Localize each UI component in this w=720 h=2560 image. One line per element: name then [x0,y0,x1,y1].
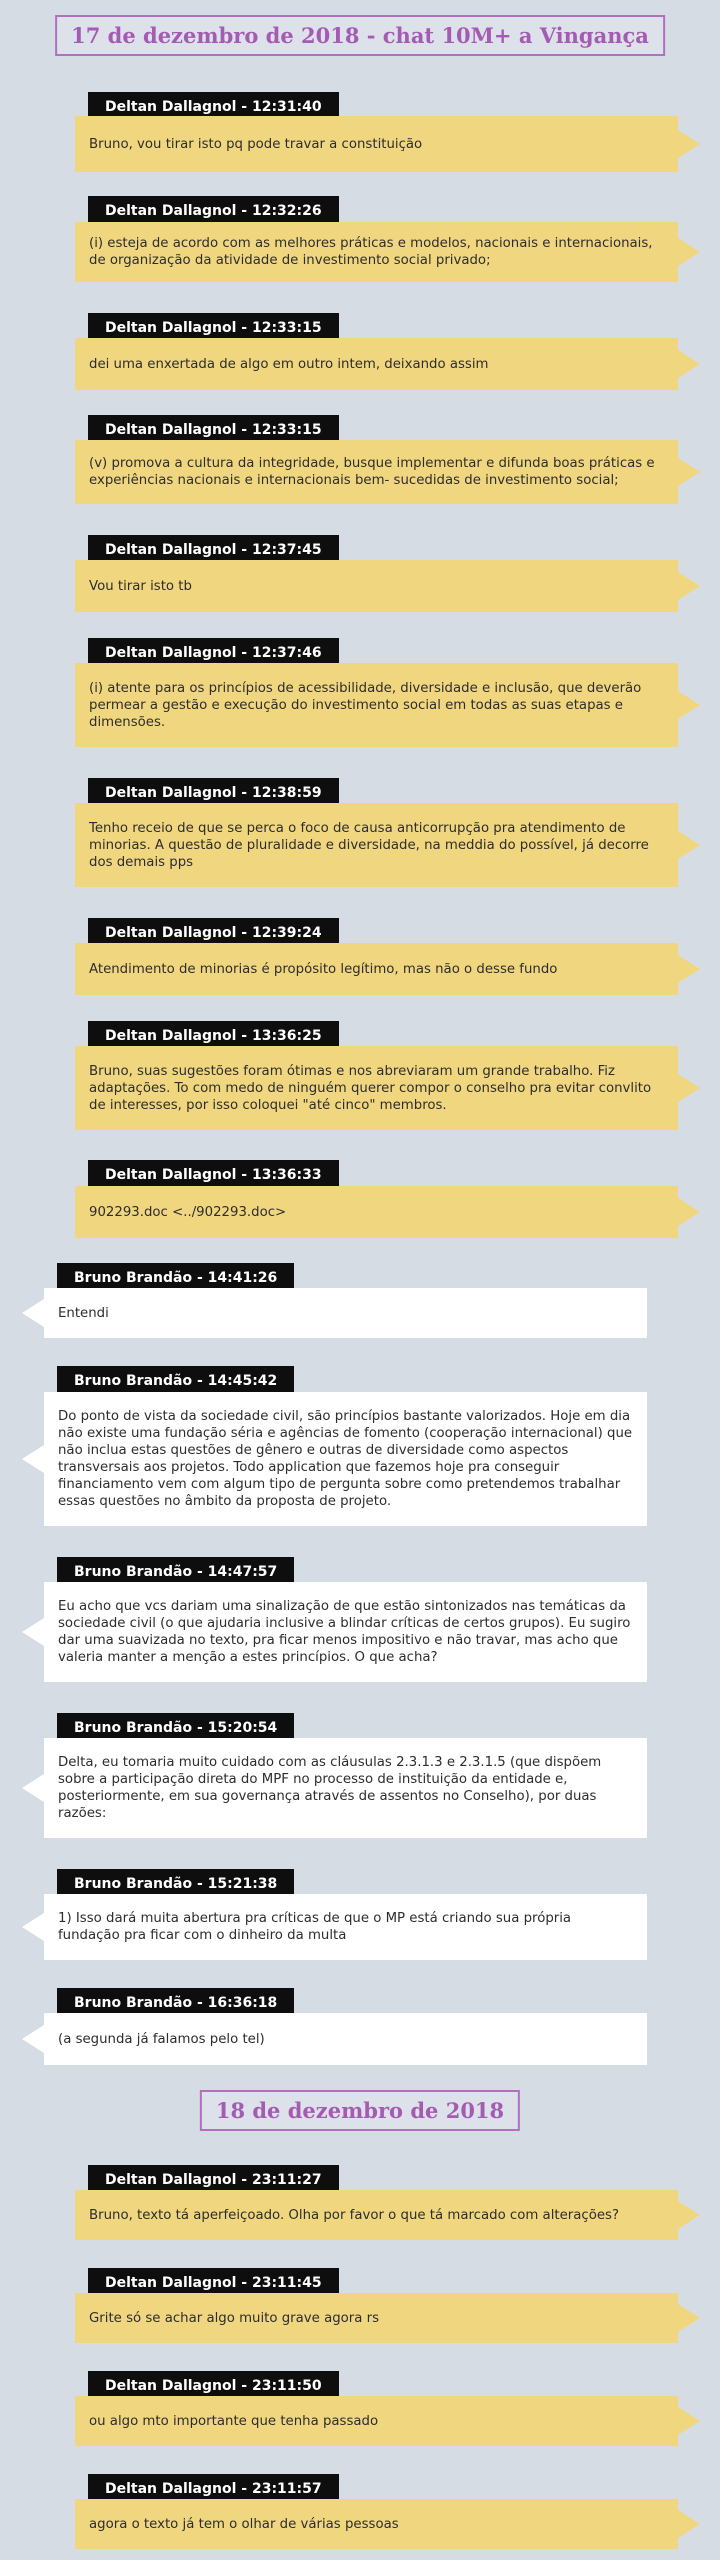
message-header: Deltan Dallagnol - 12:39:24 [88,918,339,948]
message-text: 902293.doc <../902293.doc> [89,1204,287,1220]
message-header: Deltan Dallagnol - 12:33:15 [88,415,339,445]
message-text: Entendi [58,1305,109,1321]
message-text: (a segunda já falamos pelo tel) [58,2031,265,2047]
message-text: Bruno, suas sugestões foram ótimas e nos abreviaram um grande trabalho. Fiz adaptações. To com medo de ninguém querer compor o conselho pra evitar convlito de interesses, por isso coloquei "até cinco" membros. [89,1063,652,1113]
message-bubble [75,2190,678,2240]
message-text: Atendimento de minorias é propósito legítimo, mas não o desse fundo [89,961,558,977]
message-bubble [75,2293,678,2343]
message-text: 1) Isso dará muita abertura pra críticas de que o MP está criando sua própria fundação pra ficar com o dinheiro da multa [58,1911,572,1943]
message-text: (i) esteja de acordo com as melhores práticas e modelos, nacionais e internacionais, de organização da atividade de investimento social privado; [89,236,653,268]
message-bubble [44,1582,647,1682]
message-bubble [44,1288,647,1338]
message-header: Bruno Brandão - 15:21:38 [57,1869,294,1899]
message-text: Tenho receio de que se perca o foco de causa anticorrupção pra atendimento de minorias. A questão de pluralidade e diversidade, na meddia do possível, já decorre dos demais pps [89,820,649,870]
message-bubble [75,1046,678,1130]
message-header: Deltan Dallagnol - 23:11:50 [88,2371,339,2401]
date-header-dec-17: 17 de dezembro de 2018 - chat 10M+ a Vingança [55,15,665,56]
message-header: Deltan Dallagnol - 12:37:46 [88,638,339,668]
message-bubble [75,2499,678,2549]
message-text: Bruno, vou tirar isto pq pode travar a constituição [89,136,423,152]
message-text: dei uma enxertada de algo em outro intem, deixando assim [89,356,489,372]
message-text: (i) atente para os princípios de acessibilidade, diversidade e inclusão, que deverão permear a gestão e execução do investimento social em todas as suas etapas e dimensões. [89,680,642,730]
message-header: Deltan Dallagnol - 12:31:40 [88,92,339,122]
message-header: Bruno Brandão - 14:41:26 [57,1263,294,1293]
message-header: Deltan Dallagnol - 23:11:27 [88,2165,339,2195]
message-text: Bruno, texto tá aperfeiçoado. Olha por favor o que tá marcado com alterações? [89,2207,620,2223]
message-bubble [75,1186,678,1238]
message-header: Deltan Dallagnol - 23:11:57 [88,2474,339,2504]
message-header: Deltan Dallagnol - 12:38:59 [88,778,339,808]
message-header: Bruno Brandão - 15:20:54 [57,1713,294,1743]
message-text: Eu acho que vcs dariam uma sinalização de que estão sintonizados nas temáticas da sociedade civil (o que ajudaria inclusive a blindar críticas de certos grupos). Eu sugiro dar uma suavizada no texto, pra ficar menos impositivo e não travar, mas acho que valeria manter a menção a estes princípios. O que acha? [58,1599,631,1665]
message-bubble [75,663,678,747]
message-bubble [75,222,678,282]
message-text: ou algo mto importante que tenha passado [89,2413,379,2429]
message-header: Bruno Brandão - 16:36:18 [57,1988,294,2018]
message-text: Do ponto de vista da sociedade civil, são princípios bastante valorizados. Hoje em dia não existe uma fundação séria e agências de fomento (cooperação internacional) que não inclua estas questões de gênero e outras de diversidade como aspectos transversais aos projetos. Todo application que fazemos hoje pra conseguir financiamento vem com algum tipo de pergunta sobre como pretendemos trabalhar essas questões no âmbito da proposta de projeto. [58,1409,633,1509]
message-bubble [44,1894,647,1960]
date-header-dec-18: 18 de dezembro de 2018 [200,2090,520,2131]
message-bubble [75,560,678,612]
message-bubble [44,1392,647,1526]
message-header: Deltan Dallagnol - 12:32:26 [88,196,339,226]
message-header: Bruno Brandão - 14:45:42 [57,1366,294,1396]
message-bubble [75,116,678,172]
message-text: Delta, eu tomaria muito cuidado com as cláusulas 2.3.1.3 e 2.3.1.5 (que dispõem sobre a participação direta do MPF no processo de instituição da entidade e, posteriormente, em sua governança através de assentos no Conselho), por duas razões: [58,1755,602,1821]
message-text: (v) promova a cultura da integridade, busque implementar e difunda boas práticas e experiências nacionais e internacionais bem- sucedidas de investimento social; [89,456,655,488]
message-bubble [75,803,678,887]
message-bubble [75,338,678,390]
message-header: Bruno Brandão - 14:47:57 [57,1557,294,1587]
message-header: Deltan Dallagnol - 12:37:45 [88,535,339,565]
message-header: Deltan Dallagnol - 13:36:33 [88,1160,339,1190]
message-header: Deltan Dallagnol - 12:33:15 [88,313,339,343]
message-text: Vou tirar isto tb [89,578,192,594]
message-bubble [75,2396,678,2446]
message-header: Deltan Dallagnol - 23:11:45 [88,2268,339,2298]
message-bubble [44,2013,647,2065]
message-header: Deltan Dallagnol - 13:36:25 [88,1021,339,1051]
message-bubble [75,440,678,504]
message-bubble [44,1738,647,1838]
message-text: Grite só se achar algo muito grave agora rs [89,2310,380,2326]
message-text: agora o texto já tem o olhar de várias pessoas [89,2516,399,2532]
message-bubble [75,943,678,995]
